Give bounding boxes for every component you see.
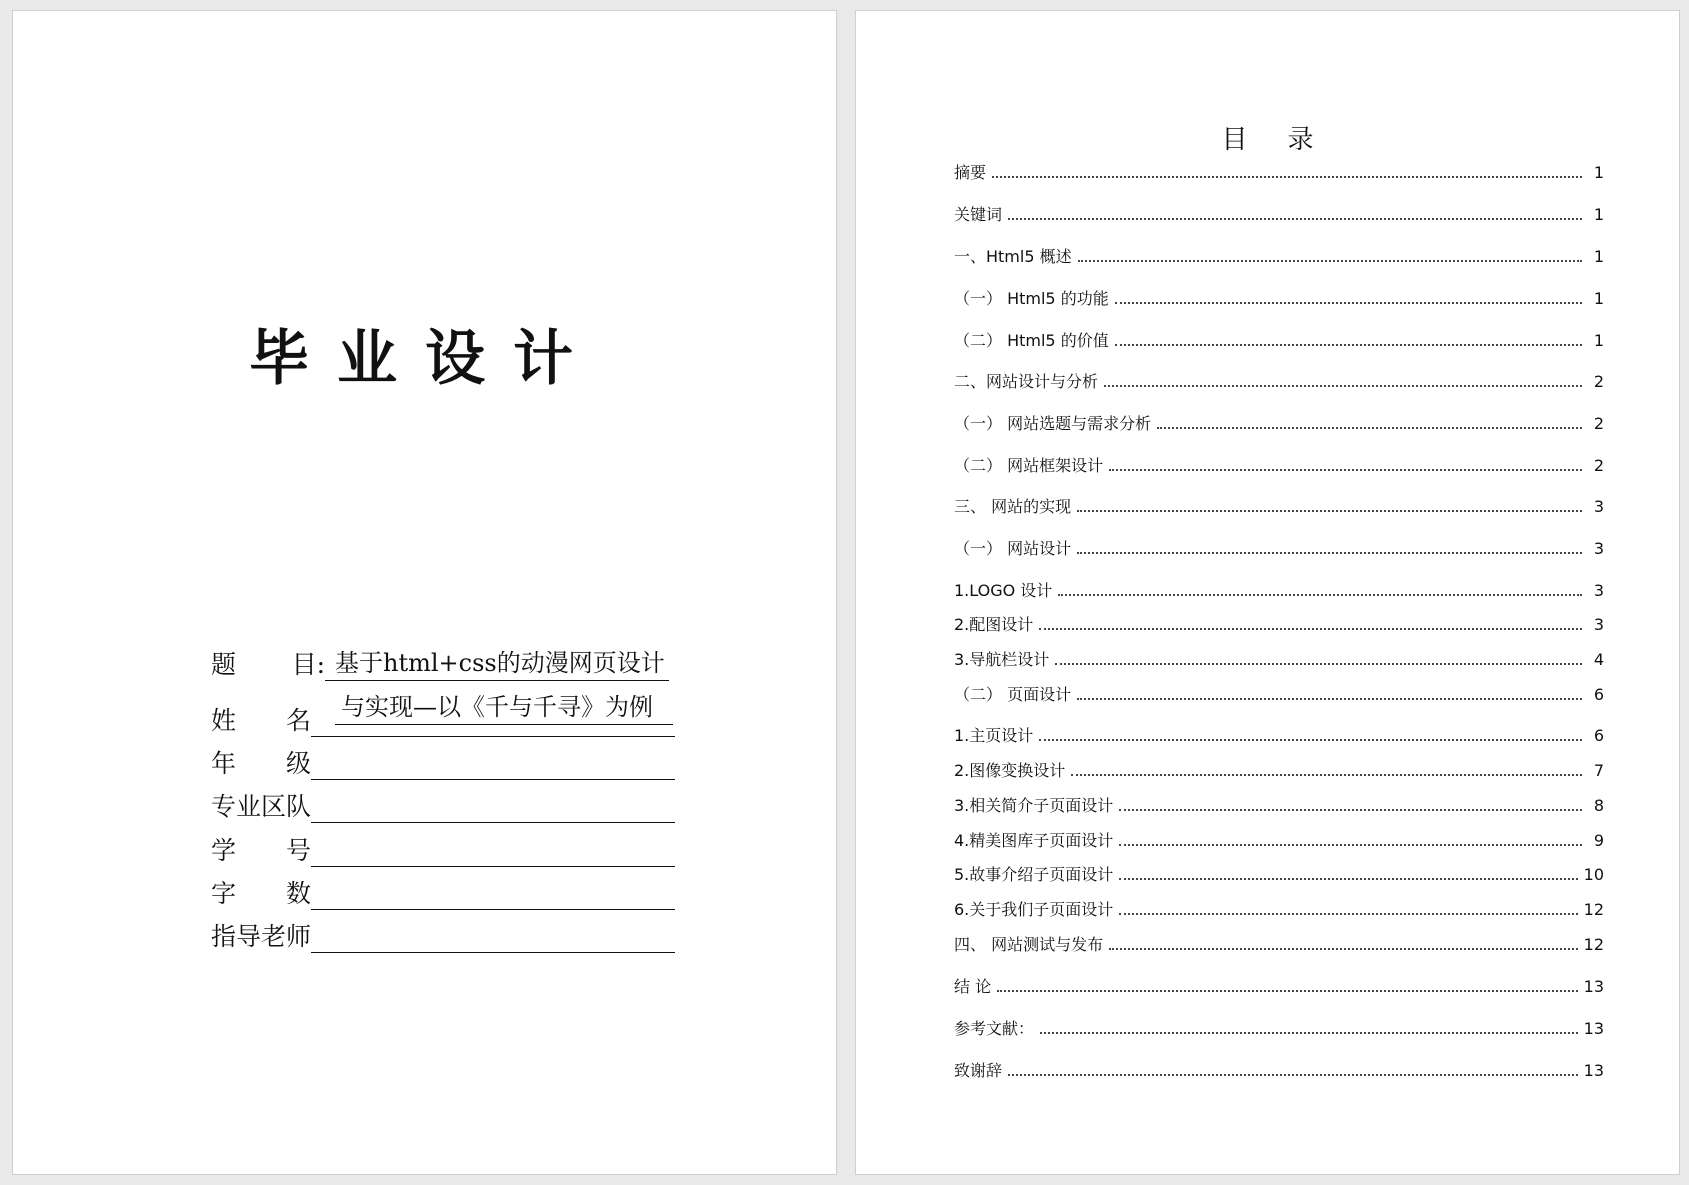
toc-entry-title: 5.故事介绍子页面设计 (954, 865, 1114, 884)
field-label (211, 874, 311, 910)
toc-entry-leader-dots (1077, 509, 1582, 512)
toc-entry[interactable] (954, 900, 1604, 920)
toc-entry-page-number: 2 (1593, 414, 1604, 433)
toc-entry-title: 6.关于我们子页面设计 (954, 900, 1114, 919)
major-field-line[interactable] (311, 792, 675, 823)
toc-entry[interactable] (954, 247, 1604, 267)
toc-entry[interactable] (954, 615, 1604, 635)
toc-entry[interactable] (954, 977, 1604, 997)
advisor-field-line[interactable] (311, 922, 675, 953)
toc-entry-title: （一） 网站选题与需求分析 (954, 414, 1152, 433)
toc-entry-page-number: 6 (1593, 726, 1604, 745)
toc-entry[interactable] (954, 581, 1604, 601)
toc-entry-leader-dots (1078, 259, 1582, 262)
toc-entry-page-number: 3 (1593, 497, 1604, 516)
toc-entry[interactable] (954, 650, 1604, 670)
toc-entry-leader-dots (997, 989, 1578, 992)
toc-entry-page-number: 4 (1593, 650, 1604, 669)
student-id-field-line[interactable] (311, 836, 675, 867)
toc-entry-leader-dots (1119, 912, 1577, 915)
toc-entry[interactable] (954, 796, 1604, 816)
toc-entry-page-number: 3 (1593, 615, 1604, 634)
toc-entry-page-number: 3 (1593, 581, 1604, 600)
toc-entry-page-number: 1 (1593, 331, 1604, 350)
toc-entry-page-number: 10 (1583, 865, 1604, 884)
field-label (211, 701, 311, 737)
toc-entry-title: 四、 网站测试与发布 (954, 935, 1104, 954)
toc-entry-page-number: 13 (1583, 1019, 1604, 1038)
toc-entry-title: 一、Html5 概述 (954, 247, 1072, 266)
toc-entry[interactable] (954, 331, 1604, 351)
toc-entry-page-number: 2 (1593, 456, 1604, 475)
field-label-left: 姓 (211, 706, 237, 735)
toc-entry[interactable] (954, 205, 1604, 225)
toc-entry-title: 结 论 (954, 977, 992, 996)
toc-entry[interactable] (954, 726, 1604, 746)
toc-entry-title: 摘要 (954, 163, 987, 182)
toc-entry-page-number: 7 (1593, 761, 1604, 780)
toc-entry-leader-dots (1115, 301, 1582, 304)
field-label (211, 917, 311, 953)
toc-entry-page-number: 12 (1583, 900, 1604, 919)
toc-entry[interactable] (954, 831, 1604, 851)
field-label (211, 831, 311, 867)
toc-entry[interactable] (954, 497, 1604, 517)
toc-entry[interactable] (954, 1061, 1604, 1081)
toc-heading: 目录 (1221, 125, 1354, 155)
field-row-grade (211, 744, 675, 780)
field-label-right: 级 (285, 749, 311, 778)
toc-page (855, 10, 1680, 1175)
toc-entry-page-number: 13 (1583, 977, 1604, 996)
toc-entry-leader-dots (1039, 627, 1582, 630)
toc-entry-leader-dots (1119, 877, 1577, 880)
toc-entry-title: （一） Html5 的功能 (954, 289, 1109, 308)
toc-entry[interactable] (954, 372, 1604, 392)
topic-label-right: 目: (291, 650, 325, 679)
toc-entry-leader-dots (1039, 738, 1582, 741)
toc-entry-leader-dots (1119, 808, 1582, 811)
toc-entry[interactable] (954, 685, 1604, 705)
toc-entry[interactable] (954, 539, 1604, 559)
field-row-name (211, 701, 675, 737)
grade-field-line[interactable] (311, 749, 675, 780)
field-label (211, 787, 311, 823)
toc-entry-leader-dots (1077, 551, 1582, 554)
toc-entry[interactable] (954, 289, 1604, 309)
cover-title: 毕业设计 (249, 324, 601, 394)
field-label (211, 744, 311, 780)
toc-entry[interactable] (954, 414, 1604, 434)
toc-entry-leader-dots (1157, 426, 1582, 429)
cover-page (12, 10, 837, 1175)
toc-entry-leader-dots (1104, 384, 1582, 387)
field-label-left: 指导老师 (211, 922, 312, 951)
field-label-left: 年 (211, 749, 237, 778)
toc-entry-page-number: 6 (1593, 685, 1604, 704)
toc-entry-leader-dots (1008, 1073, 1578, 1076)
toc-entry-title: （二） Html5 的价值 (954, 331, 1109, 350)
toc-entry-title: 参考文献： (954, 1019, 1035, 1038)
toc-entry-title: 2.配图设计 (954, 615, 1034, 634)
toc-entry[interactable] (954, 456, 1604, 476)
toc-entry-page-number: 12 (1583, 935, 1604, 954)
field-label-left: 字 (211, 879, 237, 908)
toc-entry-leader-dots (1071, 773, 1582, 776)
toc-entry-page-number: 1 (1593, 289, 1604, 308)
topic-row (211, 643, 669, 681)
toc-entry-title: 3.相关简介子页面设计 (954, 796, 1114, 815)
field-label-left: 学 (211, 836, 237, 865)
toc-entry[interactable] (954, 761, 1604, 781)
name-field-line[interactable] (311, 706, 675, 737)
toc-entry-leader-dots (1055, 662, 1582, 665)
word-count-field-line[interactable] (311, 879, 675, 910)
toc-entry-leader-dots (1119, 843, 1582, 846)
topic-label (211, 645, 325, 681)
toc-entry-title: 1.LOGO 设计 (954, 581, 1053, 600)
toc-entry-title: （一） 网站设计 (954, 539, 1072, 558)
toc-entry-leader-dots (1040, 1031, 1578, 1034)
toc-entry-leader-dots (1008, 217, 1582, 220)
toc-entry-title: 关键词 (954, 205, 1003, 224)
field-row-word-count (211, 874, 675, 910)
toc-entry-leader-dots (1109, 468, 1582, 471)
toc-entry-leader-dots (1058, 593, 1582, 596)
field-label-right: 号 (285, 836, 311, 865)
toc-entry-leader-dots (992, 175, 1582, 178)
toc-entry[interactable] (954, 1019, 1604, 1039)
field-label-left: 专业区队 (211, 792, 312, 821)
toc-entry-title: 三、 网站的实现 (954, 497, 1072, 516)
toc-entry-page-number: 8 (1593, 796, 1604, 815)
toc-entry-page-number: 13 (1583, 1061, 1604, 1080)
toc-entry-page-number: 1 (1593, 247, 1604, 266)
toc-entry[interactable] (954, 935, 1604, 955)
field-row-advisor (211, 917, 675, 953)
toc-entry-title: 4.精美图库子页面设计 (954, 831, 1114, 850)
toc-entry-title: 3.导航栏设计 (954, 650, 1050, 669)
toc-entry[interactable] (954, 163, 1604, 183)
toc-entry-leader-dots (1077, 697, 1582, 700)
toc-entry-leader-dots (1109, 947, 1578, 950)
toc-entry-title: 二、网站设计与分析 (954, 372, 1099, 391)
field-row-student-id (211, 831, 675, 867)
toc-entry-page-number: 9 (1593, 831, 1604, 850)
toc-entry-page-number: 1 (1593, 205, 1604, 224)
field-label-right: 数 (285, 879, 311, 908)
toc-entry-page-number: 1 (1593, 163, 1604, 182)
toc-entry-title: 致谢辞 (954, 1061, 1003, 1080)
toc-entry-page-number: 3 (1593, 539, 1604, 558)
toc-entry-title: （二） 网站框架设计 (954, 456, 1104, 475)
toc-entry[interactable] (954, 865, 1604, 885)
toc-entry-page-number: 2 (1593, 372, 1604, 391)
toc-entry-title: 2.图像变换设计 (954, 761, 1066, 780)
field-row-major (211, 787, 675, 823)
topic-label-left: 题 (211, 650, 237, 679)
topic-line-2: 与实现—以《千与千寻》为例 (335, 687, 673, 725)
toc-entry-leader-dots (1115, 343, 1582, 346)
toc-entry-title: （二） 页面设计 (954, 685, 1072, 704)
toc-entry-title: 1.主页设计 (954, 726, 1034, 745)
field-label-right: 名 (285, 706, 311, 735)
topic-line-1: 基于html+css的动漫网页设计 (325, 643, 669, 681)
